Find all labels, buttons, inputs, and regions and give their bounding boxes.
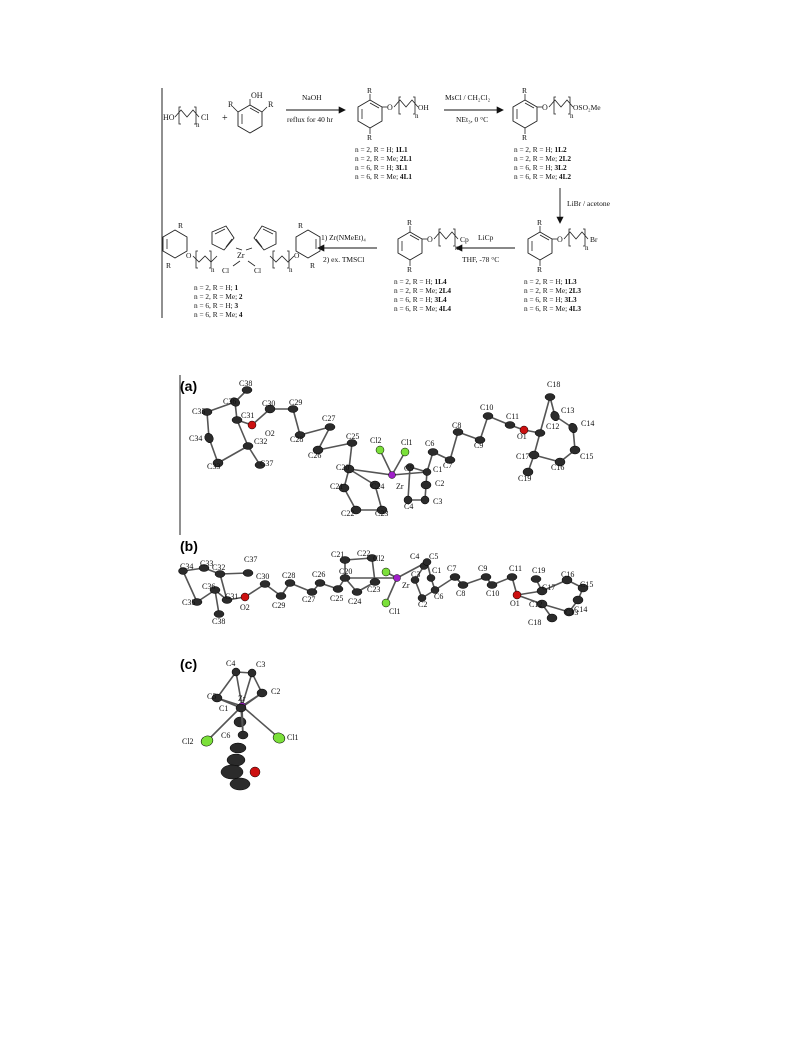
c-chain-atom xyxy=(234,717,246,727)
a-label-c8: C8 xyxy=(452,421,462,430)
step1-conditions: reflux for 40 hr xyxy=(287,115,334,124)
L3-n: n xyxy=(585,244,589,252)
b-label-c23: C23 xyxy=(367,585,381,594)
L3-r-top: R xyxy=(537,218,543,227)
series-L3-list xyxy=(524,277,581,313)
c-chain-atom xyxy=(221,765,243,779)
b-atom-c19 xyxy=(531,576,541,583)
b-label-c9: C9 xyxy=(478,564,488,573)
b-label-c36: C36 xyxy=(202,582,216,591)
step4-reagent: LiCp xyxy=(478,233,494,242)
L3-o-label: O xyxy=(557,235,563,244)
plus-sign: + xyxy=(222,113,228,124)
b-label-c21: C21 xyxy=(331,550,345,559)
a-atom-c34 xyxy=(203,432,215,445)
svg-text:n = 6, R = Me; 4L2: n = 6, R = Me; 4L2 xyxy=(514,172,572,181)
a-label-c7: C7 xyxy=(443,461,453,470)
a-label-c26: C26 xyxy=(308,451,322,460)
b-label-c27: C27 xyxy=(302,595,316,604)
b-atom-c9 xyxy=(481,574,491,581)
product-L3-structure xyxy=(528,218,598,274)
a-label-c14: C14 xyxy=(581,419,595,428)
step5-reagent: 1) Zr(NMeEt)₄ xyxy=(321,233,366,242)
svg-text:n = 2, R = Me; 2L4: n = 2, R = Me; 2L4 xyxy=(394,286,452,295)
cx-cl-right: Cl xyxy=(254,266,262,275)
a-label-cl1: Cl1 xyxy=(401,438,413,447)
cx-r-right-bottom: R xyxy=(310,261,316,270)
cx-o-right: O xyxy=(294,251,300,260)
a-atom-zr xyxy=(389,472,396,479)
b-atom-c28 xyxy=(285,580,295,587)
b-label-o1: O1 xyxy=(510,599,520,608)
b-atom-c14 xyxy=(573,596,583,604)
a-atom-c6 xyxy=(428,449,438,456)
c-atom-c1 xyxy=(236,704,246,712)
phenol-oh-label: OH xyxy=(251,91,263,100)
b-label-c2: C2 xyxy=(418,600,428,609)
cx-n-right: n xyxy=(289,266,293,274)
c-atom-c2 xyxy=(257,689,267,697)
a-label-c29: C29 xyxy=(289,398,303,407)
a-label-c1: C1 xyxy=(433,465,443,474)
a-atom-cl2 xyxy=(376,446,384,454)
L1-o-label: O xyxy=(387,103,393,112)
b-label-c30: C30 xyxy=(256,572,270,581)
a-label-c21: C21 xyxy=(330,482,344,491)
c-label-c5: C5 xyxy=(207,692,217,701)
a-label-c32: C32 xyxy=(254,437,268,446)
a-atom-c3 xyxy=(421,496,429,504)
a-label-c30: C30 xyxy=(262,399,276,408)
a-label-c25: C25 xyxy=(346,432,360,441)
step2-arrow xyxy=(444,93,503,124)
panel-b-label: (b) xyxy=(180,538,198,554)
c-label-c6: C6 xyxy=(221,731,231,740)
b-label-o2: O2 xyxy=(240,603,250,612)
L1-r-bottom: R xyxy=(367,133,373,142)
molecule-b xyxy=(179,549,594,627)
b-atom-c11 xyxy=(507,574,517,581)
a-label-c13: C13 xyxy=(561,406,575,415)
step2-conditions: NEt₃, 0 °C xyxy=(456,115,489,124)
b-label-c31: C31 xyxy=(225,592,239,601)
b-label-c7: C7 xyxy=(447,564,457,573)
a-atom-c14 xyxy=(567,422,579,435)
b-label-c20: C20 xyxy=(339,567,353,576)
b-atom-c7 xyxy=(450,574,460,581)
b-atom-c37 xyxy=(243,570,253,577)
series-L1-list xyxy=(355,145,412,181)
b-label-c11: C11 xyxy=(509,564,523,573)
c-label-zr: Zr xyxy=(238,694,246,703)
L2-oso2me-label: OSO₂Me xyxy=(573,103,601,112)
a-label-c27: C27 xyxy=(322,414,336,423)
b-label-c37: C37 xyxy=(244,555,258,564)
svg-text:n = 6, R = H; 3L1: n = 6, R = H; 3L1 xyxy=(355,163,408,172)
a-label-c12: C12 xyxy=(546,422,560,431)
step5-arrow xyxy=(318,233,377,264)
a-bond xyxy=(450,432,458,460)
a-label-o2: O2 xyxy=(265,429,275,438)
b-atom-c26 xyxy=(315,580,325,587)
series-L2-list xyxy=(514,145,571,181)
a-label-c20: C20 xyxy=(336,463,350,472)
b-label-c25: C25 xyxy=(330,594,344,603)
reactant-chloroalcohol xyxy=(163,107,209,129)
a-atom-cl1 xyxy=(401,448,409,456)
b-label-c14: C14 xyxy=(574,605,588,614)
svg-text:n = 2, R = Me; 2L1: n = 2, R = Me; 2L1 xyxy=(355,154,413,163)
b-label-c16: C16 xyxy=(561,570,575,579)
a-atom-c32 xyxy=(243,443,253,450)
L4-cp-label: Cp xyxy=(460,235,469,244)
b-label-c26: C26 xyxy=(312,570,326,579)
svg-text:n = 2, R = H; 1L4: n = 2, R = H; 1L4 xyxy=(394,277,447,286)
c-label-c4: C4 xyxy=(226,659,236,668)
series-complexes-list xyxy=(194,283,243,319)
b-atom-cl2 xyxy=(382,568,390,576)
c-label-c2: C2 xyxy=(271,687,281,696)
b-label-c1: C1 xyxy=(432,566,442,575)
step3-arrow xyxy=(560,188,611,223)
a-atom-c15 xyxy=(570,446,580,454)
b-atom-c18 xyxy=(547,614,557,622)
b-label-c13: C13 xyxy=(565,608,579,617)
svg-text:n = 6, R = Me; 4L4: n = 6, R = Me; 4L4 xyxy=(394,304,452,313)
c-label-c1: C1 xyxy=(219,704,229,713)
b-atom-c30 xyxy=(260,581,270,588)
a-label-c36: C36 xyxy=(223,397,237,406)
product-L4-structure xyxy=(398,218,469,274)
ho-label: HO xyxy=(163,113,175,122)
a-label-c2: C2 xyxy=(435,479,445,488)
L3-br-label: Br xyxy=(590,235,598,244)
cx-n-left: n xyxy=(211,266,215,274)
a-label-c31: C31 xyxy=(241,411,255,420)
svg-text:n = 6, R = H; 3L4: n = 6, R = H; 3L4 xyxy=(394,295,447,304)
a-label-c34: C34 xyxy=(189,434,203,443)
svg-text:n = 6, R = H; 3: n = 6, R = H; 3 xyxy=(194,301,239,310)
svg-text:n = 6, R = Me; 4L3: n = 6, R = Me; 4L3 xyxy=(524,304,582,313)
phenol-r-left: R xyxy=(228,100,234,109)
a-atom-c2 xyxy=(421,481,431,489)
a-label-o1: O1 xyxy=(517,432,527,441)
phenol-r-right: R xyxy=(268,100,274,109)
a-label-c18: C18 xyxy=(547,380,561,389)
c-chain-atom xyxy=(230,743,246,753)
a-label-c28: C28 xyxy=(290,435,304,444)
b-atom-c29 xyxy=(276,593,286,600)
a-label-c35: C35 xyxy=(192,407,206,416)
L4-r-top: R xyxy=(407,218,413,227)
L4-o-label: O xyxy=(427,235,433,244)
complex-structure xyxy=(163,221,320,275)
c-label-c3: C3 xyxy=(256,660,266,669)
a-label-zr: Zr xyxy=(396,482,404,491)
svg-text:n = 6, R = Me; 4: n = 6, R = Me; 4 xyxy=(194,310,243,319)
b-label-cl1: Cl1 xyxy=(389,607,401,616)
b-label-c10: C10 xyxy=(486,589,500,598)
c-atom-c6 xyxy=(238,731,248,739)
synthesis-scheme xyxy=(162,86,611,319)
a-label-c19: C19 xyxy=(518,474,532,483)
b-atom-zr xyxy=(394,575,401,582)
svg-text:n = 2, R = H; 1L2: n = 2, R = H; 1L2 xyxy=(514,145,567,154)
b-atom-c25 xyxy=(333,586,343,593)
cl-label: Cl xyxy=(201,113,209,122)
a-atom-c12 xyxy=(535,430,545,437)
svg-text:n = 6, R = H; 3L3: n = 6, R = H; 3L3 xyxy=(524,295,577,304)
b-label-c17: C17 xyxy=(542,583,556,592)
cx-cl-left: Cl xyxy=(222,266,230,275)
a-label-c38: C38 xyxy=(239,379,253,388)
step3-reagent: LiBr / acetone xyxy=(567,199,610,208)
a-atom-c1 xyxy=(423,469,431,476)
b-label-c6: C6 xyxy=(434,592,444,601)
L2-o-label: O xyxy=(542,103,548,112)
b-atom-c1 xyxy=(427,575,435,582)
svg-text:n = 2, R = Me; 2: n = 2, R = Me; 2 xyxy=(194,292,243,301)
cx-r-left-bottom: R xyxy=(166,261,172,270)
b-label-c5: C5 xyxy=(429,552,439,561)
L2-n: n xyxy=(570,112,574,120)
step4-conditions: THF, -78 °C xyxy=(462,255,500,264)
L4-r-bottom: R xyxy=(407,265,413,274)
a-label-c22: C22 xyxy=(341,509,355,518)
reactant-phenol xyxy=(228,91,274,133)
a-label-c37: C37 xyxy=(260,459,274,468)
svg-text:n = 2, R = H; 1: n = 2, R = H; 1 xyxy=(194,283,239,292)
L2-r-top: R xyxy=(522,86,528,95)
b-label-c22: C22 xyxy=(357,549,371,558)
svg-text:n = 2, R = Me; 2L2: n = 2, R = Me; 2L2 xyxy=(514,154,572,163)
a-atom-c27 xyxy=(325,424,335,431)
cx-r-right-top: R xyxy=(298,221,304,230)
L3-r-bottom: R xyxy=(537,265,543,274)
a-atom-c10 xyxy=(483,413,493,420)
svg-text:n = 2, R = Me; 2L3: n = 2, R = Me; 2L3 xyxy=(524,286,582,295)
b-label-cl2: Cl2 xyxy=(373,554,385,563)
b-label-c33: C33 xyxy=(200,559,214,568)
c-label-cl1: Cl1 xyxy=(287,733,299,742)
a-label-c4: C4 xyxy=(404,502,414,511)
b-atom-o1 xyxy=(513,591,521,599)
svg-text:n = 6, R = H; 3L2: n = 6, R = H; 3L2 xyxy=(514,163,567,172)
a-label-c24: C24 xyxy=(371,482,385,491)
n-subscript: n xyxy=(196,121,200,129)
b-label-c32: C32 xyxy=(212,563,226,572)
svg-text:n = 2, R = H; 1L3: n = 2, R = H; 1L3 xyxy=(524,277,577,286)
c-oxygen-atom xyxy=(250,767,260,777)
b-atom-o2 xyxy=(241,593,249,601)
b-atom-c10 xyxy=(487,582,497,589)
b-label-c35: C35 xyxy=(182,598,196,607)
b-label-c3: C3 xyxy=(411,570,421,579)
a-label-c5: C5 xyxy=(404,464,414,473)
step2-reagent: MsCl / CH₂Cl₂ xyxy=(445,93,491,102)
b-label-zr: Zr xyxy=(402,581,410,590)
a-bond xyxy=(218,446,248,463)
series-L4-list xyxy=(394,277,451,313)
b-label-c4: C4 xyxy=(410,552,420,561)
b-label-c28: C28 xyxy=(282,571,296,580)
cx-o-left: O xyxy=(186,251,192,260)
a-atom-c18 xyxy=(545,394,555,401)
a-label-c6: C6 xyxy=(425,439,435,448)
b-label-c15: C15 xyxy=(580,580,594,589)
c-chain-atom xyxy=(227,754,245,766)
b-label-c8: C8 xyxy=(456,589,466,598)
molecule-a xyxy=(189,379,594,518)
step1-reagent: NaOH xyxy=(302,93,322,102)
product-L2-structure xyxy=(513,86,601,142)
b-label-c12: C12 xyxy=(529,600,543,609)
c-atom-c3 xyxy=(248,669,256,677)
a-label-c15: C15 xyxy=(580,452,594,461)
b-atom-c8 xyxy=(458,582,468,589)
a-atom-c11 xyxy=(505,422,515,429)
c-label-cl2: Cl2 xyxy=(182,737,194,746)
a-label-c10: C10 xyxy=(480,403,494,412)
b-label-c24: C24 xyxy=(348,597,362,606)
molecule-c xyxy=(182,659,299,790)
product-L1-structure xyxy=(358,86,429,142)
L4-n: n xyxy=(455,244,459,252)
b-label-c18: C18 xyxy=(528,618,542,627)
a-label-c17: C17 xyxy=(516,452,530,461)
L1-n: n xyxy=(415,112,419,120)
step1-arrow xyxy=(286,93,345,124)
a-label-c11: C11 xyxy=(506,412,520,421)
b-atom-cl1 xyxy=(382,599,390,607)
c-chain-atom xyxy=(230,778,250,790)
svg-text:n = 2, R = H; 1L1: n = 2, R = H; 1L1 xyxy=(355,145,408,154)
a-label-c3: C3 xyxy=(433,497,443,506)
a-label-c16: C16 xyxy=(551,463,565,472)
panel-c-label: (c) xyxy=(180,656,198,672)
a-atom-c17 xyxy=(529,451,539,459)
a-label-c9: C9 xyxy=(474,441,484,450)
b-label-c34: C34 xyxy=(180,562,194,571)
a-label-c23: C23 xyxy=(375,509,389,518)
cx-r-left-top: R xyxy=(178,221,184,230)
c-bond xyxy=(217,672,236,698)
L2-r-bottom: R xyxy=(522,133,528,142)
b-label-c19: C19 xyxy=(532,566,546,575)
a-atom-o2 xyxy=(248,421,256,429)
L1-oh-label: OH xyxy=(418,103,429,112)
c-atom-c4 xyxy=(232,668,240,676)
a-bond xyxy=(293,409,300,435)
a-label-cl2: Cl2 xyxy=(370,436,382,445)
L1-r-top: R xyxy=(367,86,373,95)
cx-zr-label: Zr xyxy=(237,251,245,260)
svg-text:n = 6, R = Me; 4L1: n = 6, R = Me; 4L1 xyxy=(355,172,413,181)
a-atom-c13 xyxy=(549,410,561,423)
step5-conditions: 2) ex. TMSCl xyxy=(323,255,365,264)
b-atom-c24 xyxy=(352,589,362,596)
b-label-c29: C29 xyxy=(272,601,286,610)
a-bond xyxy=(349,469,392,475)
a-label-c33: C33 xyxy=(207,462,221,471)
panel-a-label: (a) xyxy=(180,378,198,394)
b-label-c38: C38 xyxy=(212,617,226,626)
